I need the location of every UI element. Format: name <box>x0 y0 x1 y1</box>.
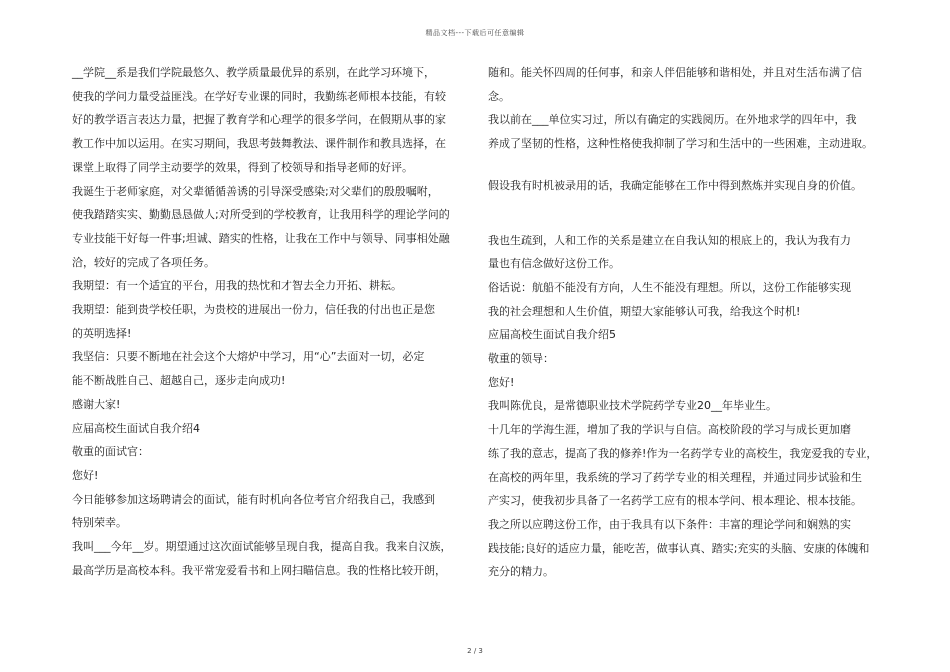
paragraph: 十几年的学海生涯，增加了我的学识与自信。高校阶段的学习与成长更加磨 练了我的意志，提高了我的修养!作为一名药学专业的高校生，我宠爱我的专业， 在高校的两年里，我系统的学习了药学专业的相关理程，并通过同步试验和生 产实习，使我初步具备了一名药学工应有的根本学问、根本理论、根本技能。 <box>488 423 878 508</box>
paragraph: 假设我有时机被录用的话，我确定能够在工作中得到熬炼并实现自身的价值。 <box>488 178 862 192</box>
section-heading: 应届高校生面试自我介绍5 <box>488 328 616 342</box>
page-number: 2 / 3 <box>467 647 483 655</box>
paragraph: 我期望：有一个适宜的平台，用我的热忱和才智去全力开拓、耕耘。 <box>72 279 402 293</box>
paragraph: 俗话说：航船不能没有方向，人生不能没有理想。所以，这份工作能够实现 我的社会理想和人生价值，期望大家能够认可我，给我这个时机! <box>488 280 851 318</box>
salutation: 敬重的领导： <box>488 352 554 366</box>
right-column <box>488 61 880 584</box>
paragraph: 感谢大家! <box>72 397 121 411</box>
paragraph: 随和。能关怀四周的任何事，和亲人伴侣能够和谐相处，并且对生活布满了信 念。 <box>488 66 862 103</box>
salutation: 敬重的面试官： <box>72 445 149 459</box>
paragraph: 我叫___今年__岁。期望通过这次面试能够呈现自我，提高自我。我来自汉族， 最高学历是高校本科。我平常宠爱看书和上网扫瞄信息。我的性格比较开朗， <box>72 540 452 577</box>
paragraph: __学院__系是我们学院最悠久、教学质量最优异的系别，在此学习环境下， 使我的学问力量受益匪浅。在学好专业课的同时，我勤练老师根本技能，有较 好的教学语言表达力量，把握了教育学和心理学的很多学问，在假期从事的家 教工作中加以运用。在实习期间，我思考鼓舞教法、课件制作和教具选择，在 课堂上取得了同学主动要学的效果，得到了校领导和指导老师的好评。 <box>72 66 446 174</box>
paragraph: 我坚信：只要不断地在社会这个大熔炉中学习，用“心”去面对一切，必定 能不断战胜自己、超越自己，逐步走向成功! <box>72 350 425 388</box>
section-heading: 应届高校生面试自我介绍4 <box>72 421 200 435</box>
paragraph: 我以前在___单位实习过，所以有确定的实践阅历。在外地求学的四年中，我 养成了坚韧的性格，这种性格使我抑制了学习和生活中的一些困难，主动进取。 <box>488 113 873 151</box>
page-header: 精品文档---下载后可任意编辑 <box>425 29 525 37</box>
greeting: 您好! <box>488 375 515 389</box>
paragraph: 我也生疏到，人和工作的关系是建立在自我认知的根底上的，我认为我有力 量也有信念做好这份工作。 <box>488 233 851 271</box>
left-column <box>72 61 456 582</box>
paragraph: 今日能够参加这场聘请会的面试，能有时机向各位考官介绍我自己，我感到 特别荣幸。 <box>72 492 435 530</box>
paragraph: 我之所以应聘这份工作，由于我具有以下条件：丰富的理论学问和娴熟的实 践技能;良好的适应力量，能吃苦，做事认真、踏实;充实的头脑、安康的体魄和 充分的精力。 <box>488 517 870 579</box>
paragraph: 我期望：能到贵学校任职，为贵校的进展出一份力，信任我的付出也正是您 的英明选择! <box>72 303 435 340</box>
paragraph: 我诞生于老师家庭，对父辈循循善诱的引导深受感染;对父辈们的殷殷嘱咐， 使我踏踏实实、勤勤恳恳做人;对所受到的学校教育，让我用科学的理论学问的 专业技能干好每一件事;坦诚、踏实的性格，让我在工作中与领导、同事相处融 洽，较好的完成了各项任务。 <box>72 184 450 269</box>
paragraph: 我叫陈优良，是常德职业技术学院药学专业20__年毕业生。 <box>488 399 777 413</box>
greeting: 您好! <box>72 468 99 482</box>
